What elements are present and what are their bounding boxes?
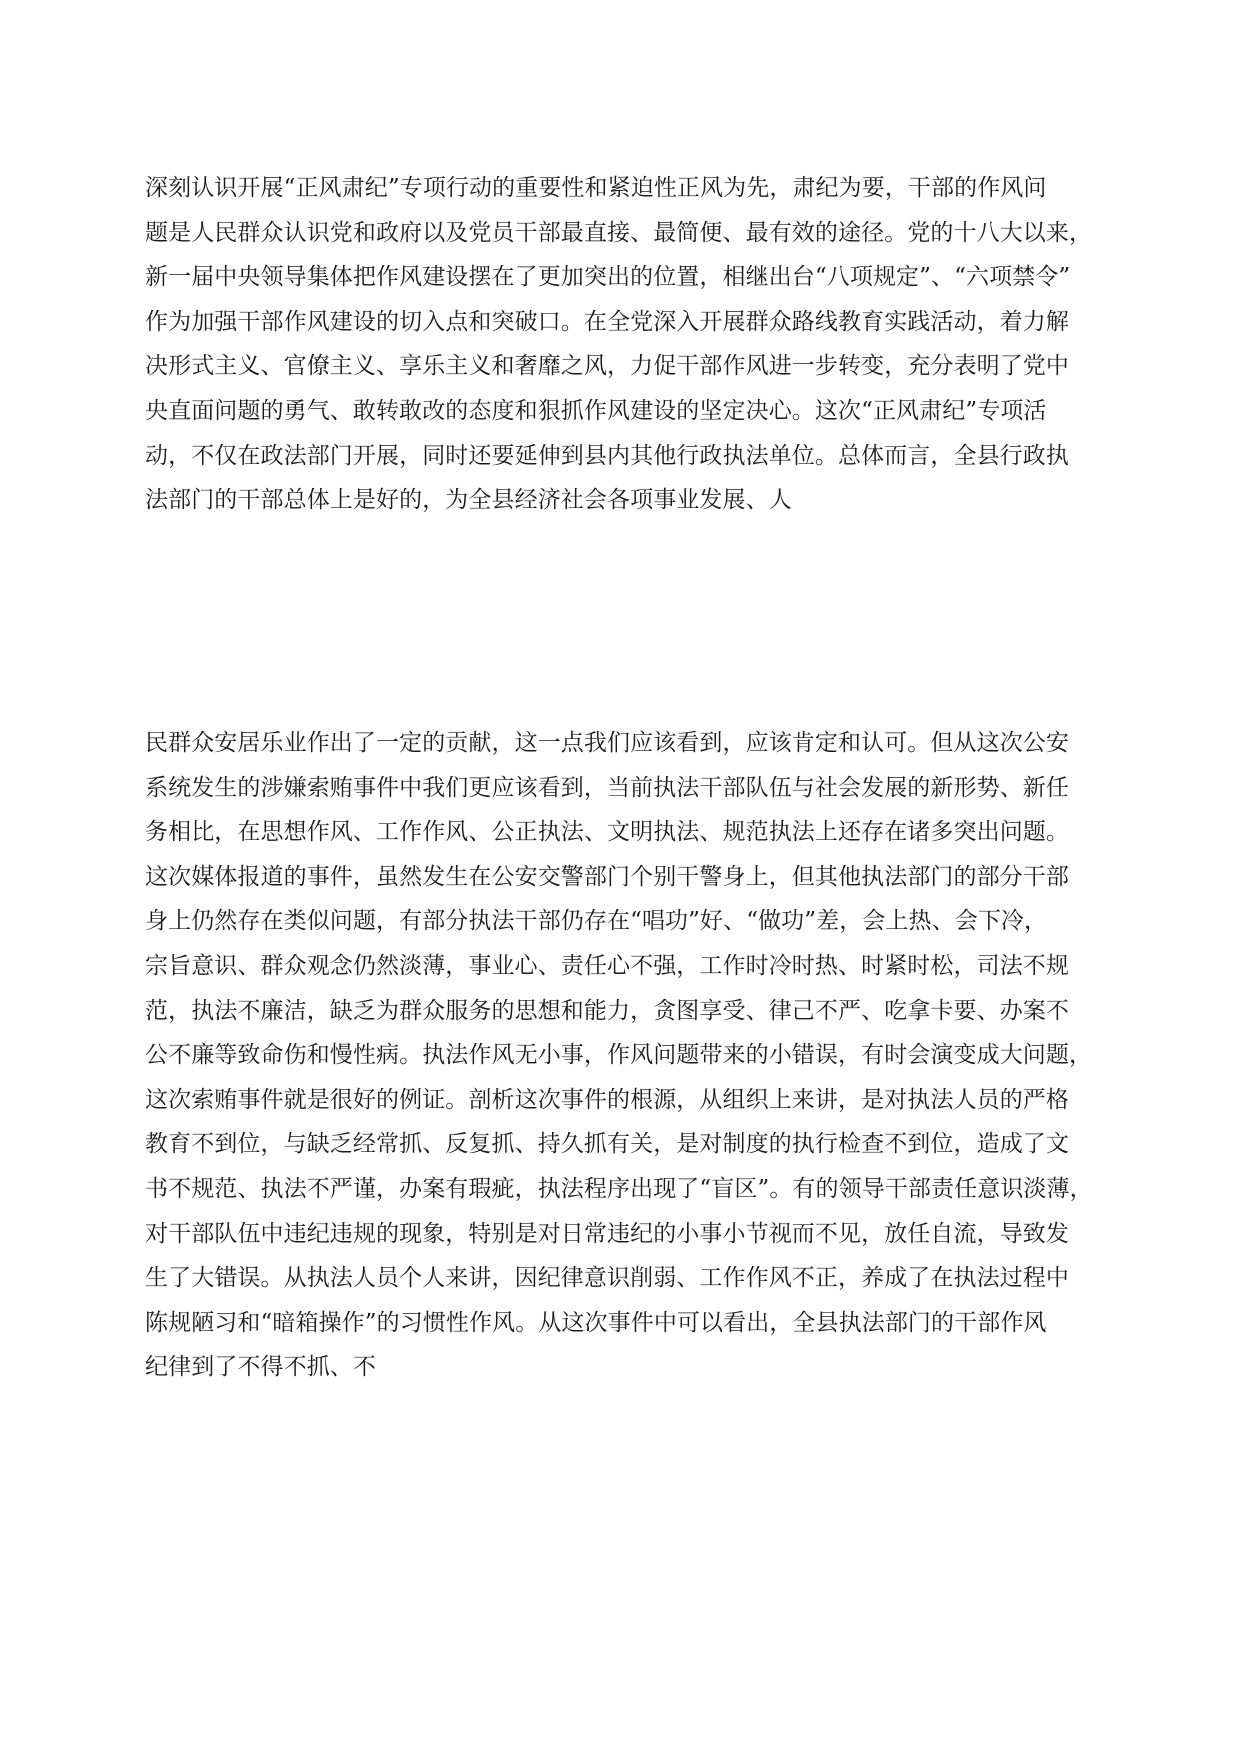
paragraph-line: 决形式主义、官僚主义、享乐主义和奢靡之风，力促干部作风进一步转变，充分表明了党中	[145, 353, 1069, 380]
paragraph-line: 书不规范、执法不严谨，办案有瑕疵，执法程序出现了“盲区”。有的领导干部责任意识淡薄，	[145, 1175, 1093, 1202]
paragraph-line: 题是人民群众认识党和政府以及党员干部最直接、最简便、最有效的途径。党的十八大以来，	[145, 219, 1093, 246]
paragraph-2	[145, 721, 1095, 1390]
paragraph-1	[145, 166, 1095, 523]
paragraph-line: 陈规陋习和“暗箱操作”的习惯性作风。从这次事件中可以看出，全县执法部门的干部作风	[145, 1309, 1047, 1336]
paragraph-line: 宗旨意识、群众观念仍然淡薄，事业心、责任心不强，工作时冷时热、时紧时松，司法不规	[145, 952, 1069, 979]
paragraph-line: 这次媒体报道的事件，虽然发生在公安交警部门个别干警身上，但其他执法部门的部分干部	[145, 863, 1069, 890]
paragraph-line: 身上仍然存在类似问题，有部分执法干部仍存在“唱功”好、“做功”差，会上热、会下冷，	[145, 908, 1048, 935]
paragraph-line: 法部门的干部总体上是好的，为全县经济社会各项事业发展、人	[145, 487, 792, 514]
paragraph-line: 公不廉等致命伤和慢性病。执法作风无小事，作风问题带来的小错误，有时会演变成大问题，	[145, 1042, 1093, 1069]
paragraph-line: 民群众安居乐业作出了一定的贡献，这一点我们应该看到，应该肯定和认可。但从这次公安	[145, 730, 1069, 756]
paragraph-line: 作为加强干部作风建设的切入点和突破口。在全党深入开展群众路线教育实践活动，着力解	[145, 308, 1069, 335]
paragraph-line: 深刻认识开展“正风肃纪”专项行动的重要性和紧迫性正风为先，肃纪为要，干部的作风问	[145, 175, 1047, 201]
paragraph-line: 对干部队伍中违纪违规的现象，特别是对日常违纪的小事小节视而不见，放任自流，导致发	[145, 1220, 1069, 1247]
paragraph-line: 动，不仅在政法部门开展，同时还要延伸到县内其他行政执法单位。总体而言，全县行政执	[145, 442, 1069, 469]
paragraph-line: 教育不到位，与缺乏经常抓、反复抓、持久抓有关，是对制度的执行检查不到位，造成了文	[145, 1131, 1069, 1158]
paragraph-line: 范，执法不廉洁，缺乏为群众服务的思想和能力，贪图享受、律己不严、吃拿卡要、办案不	[145, 997, 1069, 1024]
paragraph-line: 务相比，在思想作风、工作作风、公正执法、文明执法、规范执法上还存在诸多突出问题。	[145, 819, 1069, 846]
paragraph-line: 系统发生的涉嫌索贿事件中我们更应该看到，当前执法干部队伍与社会发展的新形势、新任	[145, 774, 1069, 801]
paragraph-line: 纪律到了不得不抓、不	[145, 1354, 376, 1381]
paragraph-line: 这次索贿事件就是很好的例证。剖析这次事件的根源，从组织上来讲，是对执法人员的严格	[145, 1086, 1069, 1113]
paragraph-line: 生了大错误。从执法人员个人来讲，因纪律意识削弱、工作作风不正，养成了在执法过程中	[145, 1265, 1069, 1292]
paragraph-line: 新一届中央领导集体把作风建设摆在了更加突出的位置，相继出台“八项规定”、“六项禁令”	[145, 264, 1071, 291]
paragraph-line: 央直面问题的勇气、敢转敢改的态度和狠抓作风建设的坚定决心。这次“正风肃纪”专项活	[145, 397, 1047, 424]
